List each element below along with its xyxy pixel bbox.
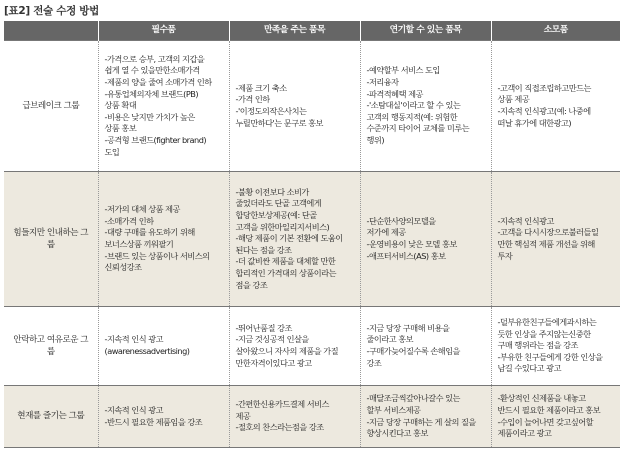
list-item: 떠날 휴가에 대한광고): [497, 117, 572, 128]
table-cell: [98, 172, 229, 307]
list-item: 강조: [366, 357, 382, 368]
list-item: -저리융자: [366, 76, 399, 87]
table-cell: [491, 386, 620, 448]
list-item: 만한 핵심적 제품 개선을 위해: [497, 239, 595, 249]
list-item: 향상시킨다고 홍보: [366, 428, 428, 439]
header-satisfying-items: 만족을 주는 품목: [229, 21, 360, 41]
list-item: -매달조금씩갚아나갈수 있는: [366, 393, 460, 404]
list-item: 쉽게 열 수 있을만한소매가격: [104, 65, 200, 76]
table-row: [4, 307, 620, 386]
table-row: [4, 41, 620, 172]
list-item: -대량 구매를 유도하기 위해: [104, 227, 195, 238]
cell-lines: [236, 187, 354, 292]
list-item: -제품의 양을 줄여 소매가격 인하: [104, 76, 212, 87]
table-cell: [98, 307, 229, 386]
row-label: 안락하고 여유로운 그룹: [4, 307, 98, 386]
list-item: 투자: [497, 250, 513, 261]
header-corner: [4, 21, 98, 41]
table-cell: [229, 307, 360, 386]
table-caption: [표2] 전술 수정 방법: [4, 5, 99, 17]
cell-lines: [236, 83, 354, 130]
table-cell: [360, 386, 491, 448]
list-item: 신뢰성강조: [104, 262, 142, 273]
tactics-table: [4, 21, 620, 448]
cell-lines: [498, 393, 615, 440]
list-item: 점을 강조: [235, 279, 268, 290]
cell-lines: [498, 83, 615, 130]
list-item: -'소탐대실'이라고 할 수 있는: [366, 100, 461, 111]
list-item: -유통업체의자체 브랜드(PB): [104, 88, 199, 99]
list-item: -해당 제품이 기본 전환에 도움이: [235, 233, 343, 244]
cell-lines: [105, 334, 223, 357]
list-item: -뛰어난품질 강조: [235, 322, 292, 333]
list-item: 상품 확대: [104, 100, 137, 111]
header-consumables: 소모품: [491, 21, 620, 41]
list-item: 상품 홍보: [104, 123, 137, 134]
list-item: -간편한신용카드결제 서비스: [235, 399, 329, 410]
list-item: -지속적 인식 광고: [104, 334, 164, 345]
table-row: [4, 386, 620, 448]
cell-lines: [105, 54, 223, 159]
table-cell: [491, 41, 620, 172]
list-item: 행위): [366, 135, 385, 146]
list-item: 구매 행위라는 점을 강조: [497, 340, 578, 351]
cell-lines: [236, 399, 354, 434]
list-item: -지속적 인식광고: [497, 215, 554, 226]
table-cell: [98, 41, 229, 172]
cell-lines: [367, 216, 485, 263]
cell-lines: [498, 317, 615, 375]
list-item: 상품 제공: [497, 94, 530, 105]
list-item: -지속적 인식 광고: [104, 404, 164, 415]
list-item: -지속적 인식광고(예: 나중에: [497, 106, 591, 116]
list-item: 누릴만하다'는 문구로 홍보: [235, 117, 323, 128]
list-item: 만한자격이있다고 광고: [235, 357, 312, 368]
list-item: 살아왔으니 자사의 제품을 가질: [235, 346, 339, 356]
list-item: 제공: [235, 410, 251, 421]
table-cell: [98, 386, 229, 448]
list-item: -파격적혜택 제공: [366, 88, 423, 99]
cell-lines: [367, 65, 485, 146]
cell-lines: [367, 323, 485, 370]
table-cell: [491, 307, 620, 386]
list-item: -예약할부 서비스 도입: [366, 65, 440, 76]
list-item: 고객의 행동지적(예: 위험한: [366, 111, 458, 122]
list-item: 남길 수있다고 광고: [497, 363, 561, 374]
cell-lines: [367, 393, 485, 440]
list-item: -환상적인 신제품을 내놓고: [497, 393, 586, 404]
row-label: 급브레이크 그룹: [4, 41, 98, 172]
table-cell: [491, 172, 620, 307]
list-item: -저가의 대체 상품 제공: [104, 204, 180, 215]
list-item: -지금 당장 구매해 비용을: [366, 322, 450, 333]
list-item: 합당한보상제공(예: 단골: [235, 209, 317, 220]
list-item: -더 값비싼 제품을 대체할 만한: [235, 256, 336, 267]
table-cell: [229, 386, 360, 448]
list-item: 보너스상품 끼워팔기: [104, 239, 174, 249]
table-cell: [229, 41, 360, 172]
list-item: -브랜드 있는 상품이나 서비스의: [104, 250, 210, 261]
table-cell: [360, 41, 491, 172]
list-item: 도입: [104, 146, 120, 157]
row-label: 힘들지만 인내하는 그룹: [4, 172, 98, 307]
list-item: 반드시 필요한 제품이라고 홍보: [497, 404, 601, 415]
list-item: 수준까지 타이어 교체를 미루는: [366, 123, 470, 134]
list-item: 된다는 점을 강조: [235, 244, 292, 255]
list-item: -절호의 찬스라는점을 강조: [235, 422, 324, 433]
header-row: [4, 21, 620, 41]
header-essentials: 필수품: [98, 21, 229, 41]
list-item: -애프터서비스(AS) 홍보: [366, 250, 446, 261]
list-item: 줄었더라도 단골 고객에게: [235, 198, 322, 209]
list-item: -수입이 늘어나면 갖고싶어할: [497, 416, 594, 427]
list-item: 저가에 제공: [366, 227, 406, 238]
table-cell: [360, 307, 491, 386]
list-item: -구매가늦어질수록 손해임을: [366, 346, 460, 356]
list-item: -가격 인하: [235, 94, 270, 105]
header-postponable-items: 연기할 수 있는 품목: [360, 21, 491, 41]
list-item: (awarenessadvertising): [104, 346, 190, 356]
cell-lines: [498, 216, 615, 263]
list-item: 할부 서비스제공: [366, 404, 421, 415]
list-item: -지금 당장 구매하는 게 살의 질을: [366, 416, 476, 427]
list-item: -단순한사양의모델을: [366, 215, 436, 226]
row-label: 현재를 즐기는 그룹: [4, 386, 98, 448]
list-item: 제품이라고 광고: [497, 428, 552, 439]
table-cell: [360, 172, 491, 307]
table-row: [4, 172, 620, 307]
list-item: -운영비용이 낮은 모델 홍보: [366, 239, 457, 249]
list-item: -지금 것싱공적 인살을: [235, 334, 309, 345]
list-item: -소매가격 인하: [104, 215, 154, 226]
list-item: 합리적인 가격대의 상품이라는: [235, 268, 337, 279]
list-item: -고객을 다시시장으로불러들일: [497, 227, 599, 238]
list-item: -'이정도의작은사치는: [235, 106, 307, 116]
cell-lines: [105, 405, 223, 428]
list-item: -반드시 필요한 제품임을 강조: [104, 416, 203, 427]
list-item: 고객을 위한마일리지서비스): [235, 221, 330, 232]
list-item: -고객이 직접조립하고만드는: [497, 82, 591, 93]
cell-lines: [105, 204, 223, 274]
list-item: 줄이라고 홍보: [366, 334, 414, 345]
list-item: -비용은 낮지만 가치가 높은: [104, 111, 195, 122]
cell-lines: [236, 323, 354, 370]
list-item: -가격으로 승부, 고객의 지갑을: [104, 53, 205, 64]
list-item: -불황 이전보다 소비가: [235, 186, 309, 197]
list-item: -부유한 친구들에게 강한 인상을: [497, 351, 603, 362]
list-item: -공격형 브랜드(fighter brand): [104, 135, 207, 146]
list-item: -덜부유한친구들에게과시하는: [497, 316, 597, 327]
list-item: 듯한 인상을 주지않는신중한: [497, 328, 591, 339]
table-cell: [229, 172, 360, 307]
list-item: -제품 크기 축소: [235, 82, 287, 93]
